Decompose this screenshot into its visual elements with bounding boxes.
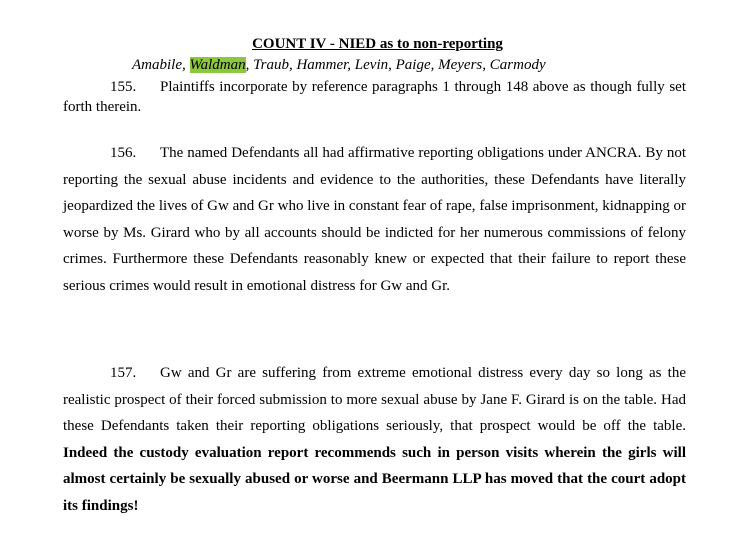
paragraph-number: 157. <box>110 365 137 381</box>
paragraph-156 <box>63 140 686 299</box>
defendants-after: , Traub, Hammer, Levin, Paige, Meyers, Carmody <box>245 57 546 73</box>
paragraph-number: 155. <box>110 79 137 95</box>
paragraph-bold-text: Indeed the custody evaluation report recommends such in person visits wherein the girls will almost certainly be sexually abused or worse and Beermann LLP has moved that the court adopt its findings! <box>63 444 686 514</box>
defendants-before: Amabile, <box>132 57 190 73</box>
paragraph-155 <box>63 77 686 117</box>
defendants-list <box>132 55 546 75</box>
count-heading: COUNT IV - NIED as to non-reporting <box>252 36 503 52</box>
paragraph-text: Plaintiffs incorporate by reference paragraphs 1 through 148 above as though fully set forth therein. <box>63 79 686 115</box>
paragraph-number: 156. <box>110 145 137 161</box>
paragraph-text: The named Defendants all had affirmative reporting obligations under ANCRA. By not reporting the sexual abuse incidents and evidence to the authorities, these Defendants have literally jeopardized the lives of Gw and Gr who live in constant fear of rape, false imprisonment, kidnapping or worse by Ms. Girard who by all accounts should be indicted for her numerous commissions of felony crimes. Furthermore these Defendants reasonably knew or expected that their failure to report these serious crimes would result in emotional distress for Gw and Gr. <box>63 145 686 294</box>
paragraph-157 <box>63 360 686 519</box>
paragraph-text: Gw and Gr are suffering from extreme emotional distress every day so long as the realistic prospect of their forced submission to more sexual abuse by Jane F. Girard is on the table. Had these Defendants taken their reporting obligations seriously, that prospect would be off the table. <box>63 365 686 434</box>
highlighted-defendant: Waldman <box>189 57 246 73</box>
